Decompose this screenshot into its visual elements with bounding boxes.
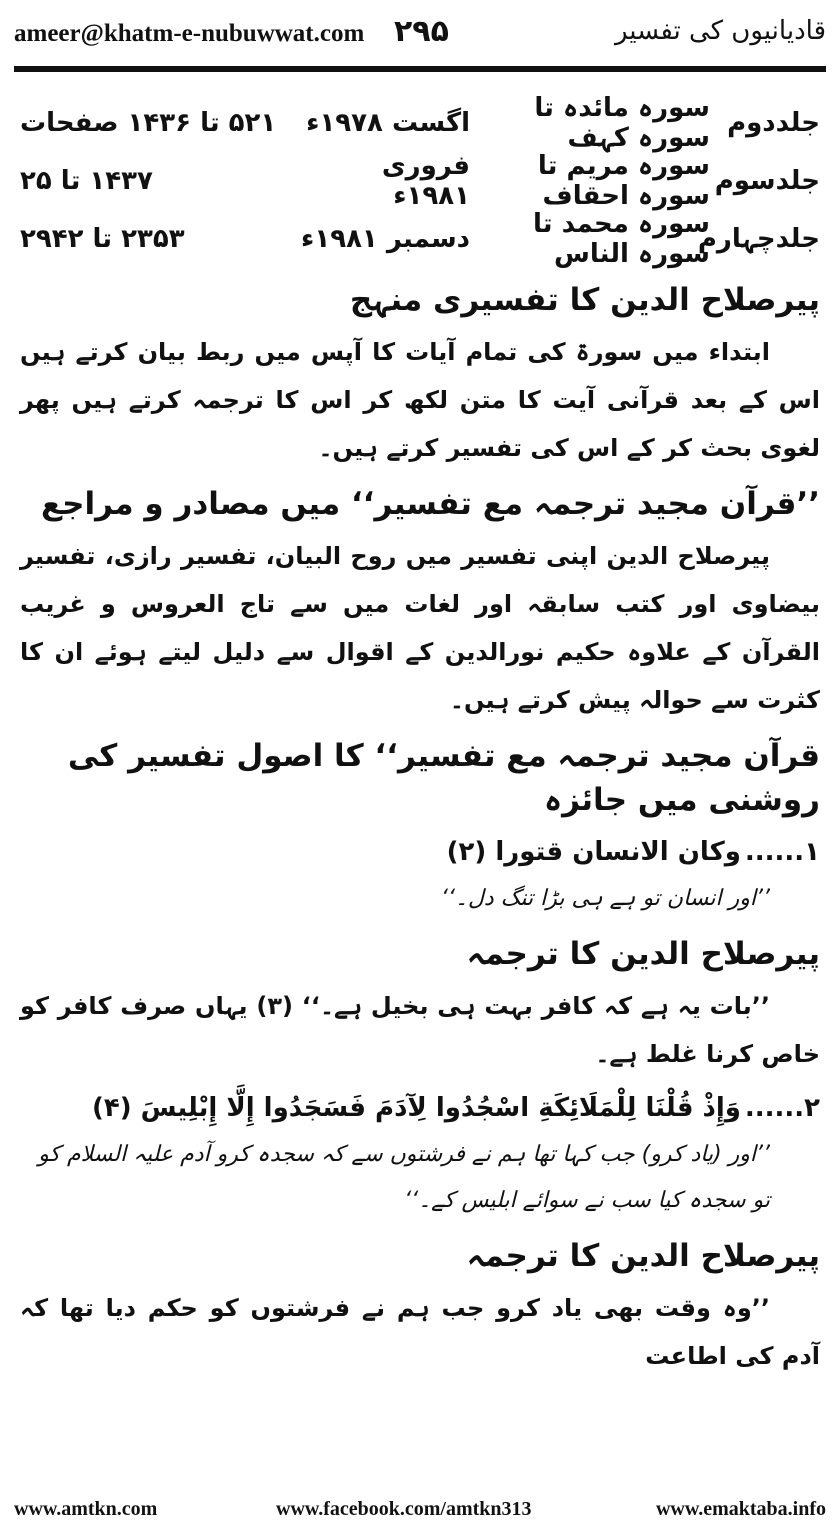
verse-text: وَإِذْ قُلْنَا لِلْمَلَائِكَةِ اسْجُدُوا لِآدَمَ فَسَجَدُوا إِلَّا إِبْلِيسَ (۴) [91, 1093, 741, 1123]
section-heading: پیرصلاح الدین کا تفسیری منہج [349, 282, 820, 318]
footer-link-amtkn[interactable]: www.amtkn.com [14, 1498, 158, 1520]
page-header [14, 14, 826, 64]
page-footer [14, 1498, 826, 1528]
toc-surahs: سورہ مریم تا سورہ احقاف [537, 151, 710, 211]
list-item [20, 1084, 820, 1132]
toc-volume: جلددوم [727, 108, 820, 138]
translation-quote: ’’اور انسان تو ہے ہی بڑا تنگ دل۔‘‘ [440, 886, 770, 911]
body-paragraph: ’’وہ وقت بھی یاد کرو جب ہم نے فرشتوں کو حکم دیا تھا کہ آدم کی اطاعت [20, 1294, 820, 1370]
toc-row [20, 152, 820, 210]
toc-pages: ۱۴۳۷ تا ۲۵ [20, 166, 153, 196]
body-paragraph: پیرصلاح الدین اپنی تفسیر میں روح البیان، تفسیر رازی، تفسیر بیضاوی اور کتب سابقہ اور لغات میں سے تاج العروس و غریب القرآن کے علاوہ حکیم نورالدین کے اقوال سے دلیل لیتے ہوئے ان کا کثرت سے حوالہ پیش کرتے ہیں۔ [20, 542, 820, 714]
translation-quote: ’’اور (یاد کرو) جب کہا تھا ہم نے فرشتوں سے کہ سجدہ کرو آدم علیہ السلام کو تو سجدہ کیا سب نے سوائے ابلیس کے۔‘‘ [38, 1142, 770, 1213]
item-number: ۱...... [744, 837, 820, 867]
footer-link-facebook[interactable]: www.facebook.com/amtkn313 [276, 1498, 532, 1520]
toc-date: فروری ۱۹۸۱ء [381, 151, 470, 211]
item-number: ۲...... [744, 1093, 820, 1123]
toc-pages: ۲۳۵۳ تا ۲۹۴۲ [20, 224, 185, 254]
footer-link-emaktaba[interactable]: www.emaktaba.info [655, 1498, 826, 1520]
toc-row [20, 94, 820, 152]
list-item [20, 828, 820, 876]
section-heading: ’’قرآن مجید ترجمہ مع تفسیر‘‘ میں مصادر و مراجع [41, 486, 820, 522]
section-heading: پیرصلاح الدین کا ترجمہ [466, 936, 820, 972]
toc-date: اگست ۱۹۷۸ء [306, 108, 470, 138]
header-email: ameer@khatm-e-nubuwwat.com [14, 20, 365, 47]
verse-text: وکان الانسان قتورا (۲) [446, 837, 741, 867]
section-heading: قرآن مجید ترجمہ مع تفسیر‘‘ کا اصول تفسیر کی روشنی میں جائزہ [67, 738, 820, 818]
header-rule [14, 66, 826, 72]
toc-row [20, 210, 820, 268]
toc-surahs: سورہ محمد تا سورہ الناس [533, 209, 710, 269]
toc-date: دسمبر ۱۹۸۱ء [301, 224, 470, 254]
running-title: قادیانیوں کی تفسیر [614, 16, 826, 46]
section-heading: پیرصلاح الدین کا ترجمہ [466, 1238, 820, 1274]
page-content [20, 94, 820, 1380]
toc-surahs: سورہ مائدہ تا سورہ کہف [534, 93, 710, 153]
body-paragraph: ’’بات یہ ہے کہ کافر بہت ہی بخیل ہے۔‘‘ (۳) یہاں صرف کافر کو خاص کرنا غلط ہے۔ [20, 992, 820, 1068]
body-paragraph: ابتداء میں سورۃ کی تمام آیات کا آپس میں ربط بیان کرتے ہیں اس کے بعد قرآنی آیت کا متن لکھ کر اس کا ترجمہ کرتے ہیں پھر لغوی بحث کر کے اس کی تفسیر کرتے ہیں۔ [20, 338, 820, 462]
toc-volume: جلدچہارم [697, 224, 820, 254]
toc-volume: جلدسوم [714, 166, 820, 196]
page-number: ۲۹۵ [394, 14, 449, 49]
toc-pages: ۵۲۱ تا ۱۴۳۶ صفحات [20, 108, 277, 138]
